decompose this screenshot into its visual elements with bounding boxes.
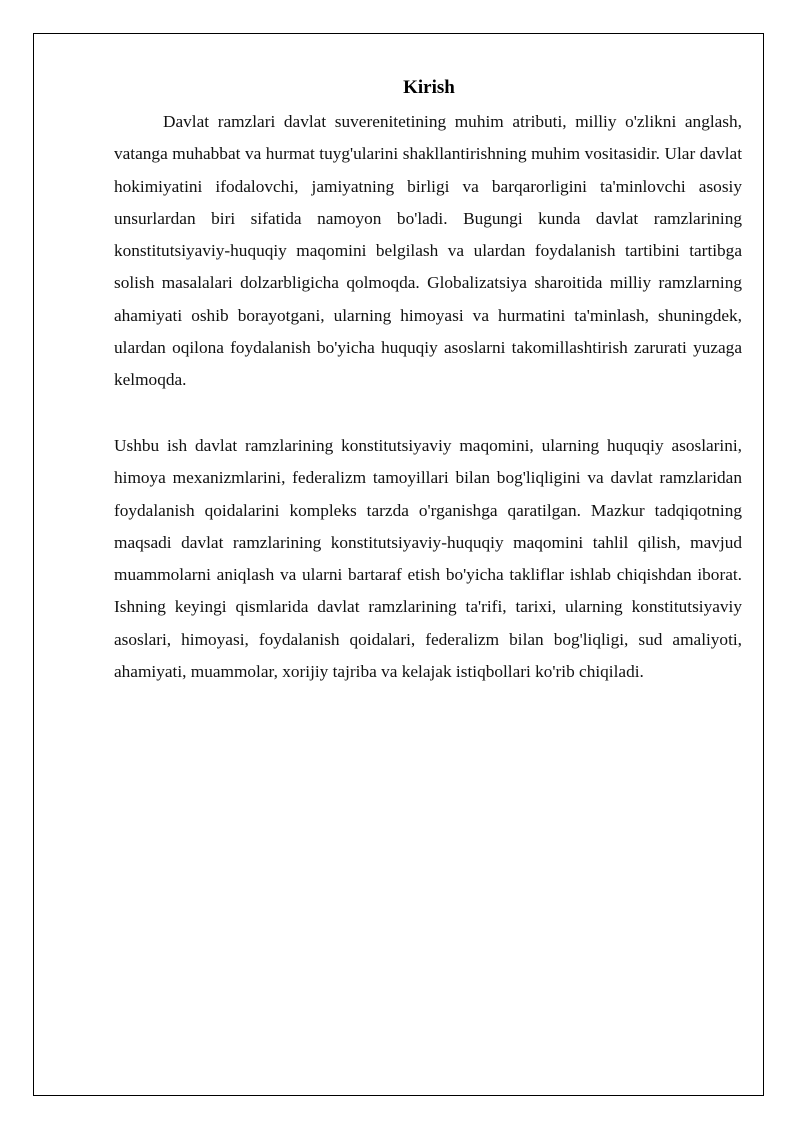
page-title: Kirish — [403, 77, 455, 98]
paragraph-introduction: Davlat ramzlari davlat suverenitetining muhim atributi, milliy o'zlikni anglash, vatanga muhabbat va hurmat tuyg'ularini shakllantirishning muhim vositasidir. Ular davlat hokimiyatini ifodalovchi, jamiyatning birligi va barqarorligini ta'minlovchi asosiy unsurlardan biri sifatida namoyon bo'ladi. Bugungi kunda davlat ramzlarining konstitutsiyaviy-huquqiy maqomini belgilash va ulardan foydalanish tartibini tartibga solish masalalari dolzarbligicha qolmoqda. Globalizatsiya sharoitida milliy ramzlarning ahamiyati oshib borayotgani, ularning himoyasi va hurmatini ta'minlash, shuningdek, ulardan oqilona foydalanish bo'yicha huquqiy asoslarni takomillashtirish zarurati yuzaga kelmoqda. — [114, 112, 742, 390]
paragraph-purpose: Ushbu ish davlat ramzlarining konstitutsiyaviy maqomini, ularning huquqiy asoslarini, himoya mexanizmlarini, federalizm tamoyillari bilan bog'liqligini va davlat ramzlaridan foydalanish qoidalarini kompleks tarzda o'rganishga qaratilgan. Mazkur tadqiqotning maqsadi davlat ramzlarining konstitutsiyaviy-huquqiy maqomini tahlil qilish, mavjud muammolarni aniqlash va ularni bartaraf etish bo'yicha takliflar ishlab chiqishdan iborat. Ishning keyingi qismlarida davlat ramzlarining ta'rifi, tarixi, ularning konstitutsiyaviy asoslari, himoyasi, foydalanish qoidalari, federalizm bilan bog'liqligi, sud amaliyoti, ahamiyati, muammolar, xorijiy tajriba va kelajak istiqbollari ko'rib chiqiladi. — [114, 436, 742, 682]
